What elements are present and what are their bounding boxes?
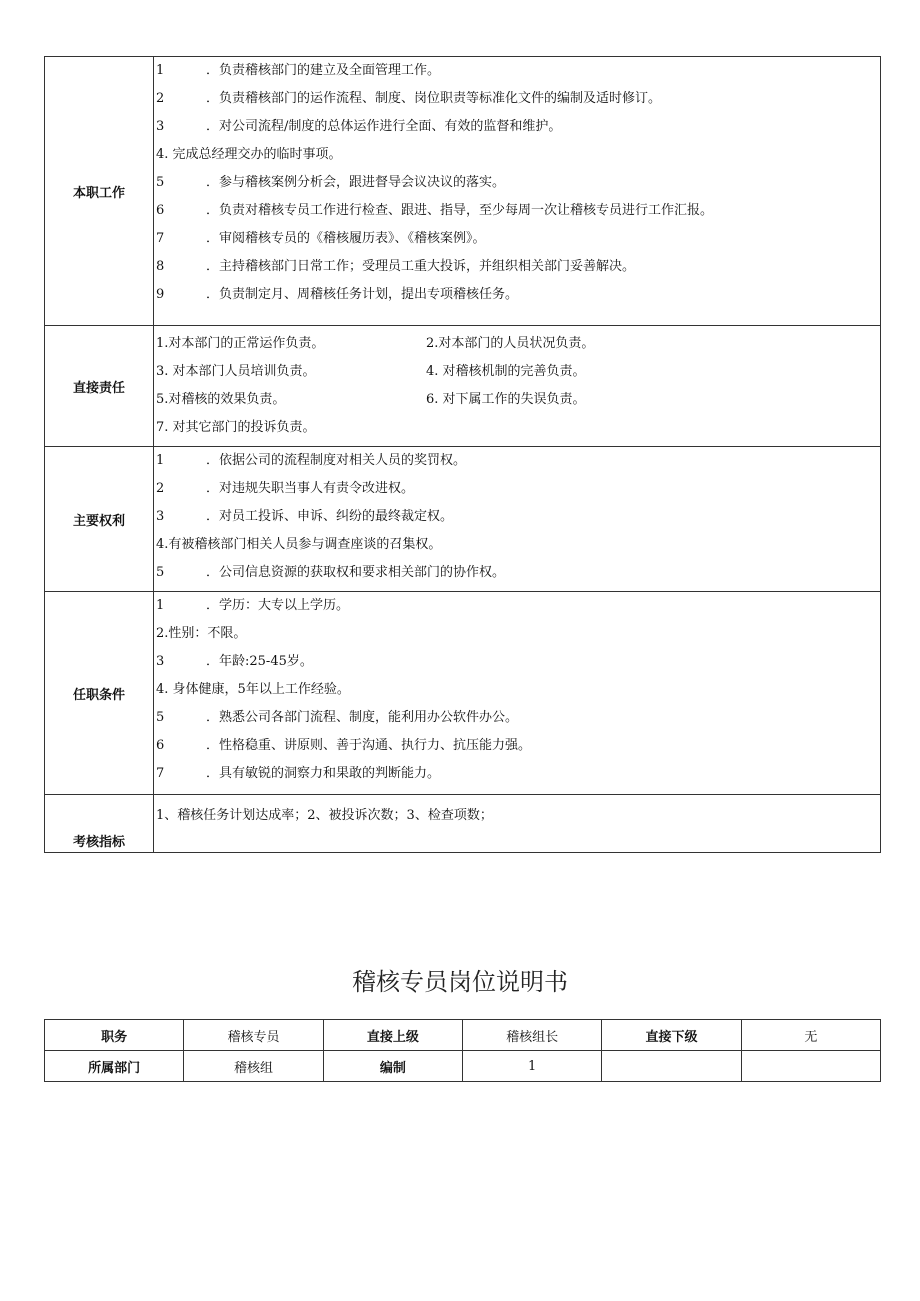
responsibilities-cell: [154, 326, 881, 447]
kpi-text: 1、稽核任务计划达成率；2、被投诉次数；3、检查项数；: [156, 807, 493, 823]
responsibility-pair: 5.对稽核的效果负责。 6. 对下属工作的失误负责。: [156, 392, 586, 407]
right-item: 2 ．对违规失职当事人有责令改进权。: [156, 481, 415, 496]
qualifications-row: [45, 592, 881, 795]
responsibilities-label: 直接责任: [45, 326, 154, 447]
right-item: 4.有被稽核部门相关人员参与调查座谈的召集权。: [156, 537, 442, 552]
responsibility-pair: 3. 对本部门人员培训负责。 4. 对稽核机制的完善负责。: [156, 364, 586, 379]
duty-item: 3 ．对公司流程/制度的总体运作进行全面、有效的监督和维护。: [156, 119, 562, 134]
kpi-cell: [154, 795, 881, 853]
duty-item: 6 ．负责对稽核专员工作进行检查、跟进、指导，至少每周一次让稽核专员进行工作汇报。: [156, 203, 714, 218]
subordinate-value: 无: [741, 1020, 880, 1051]
duty-item: 5 ．参与稽核案例分析会，跟进督导会议决议的落实。: [156, 175, 506, 190]
duty-item: 7 ．审阅稽核专员的《稽核履历表》、《稽核案例》。: [156, 231, 486, 246]
job-description-table: [44, 56, 881, 853]
document-title: 稽核专员岗位说明书: [352, 968, 568, 996]
duties-label: 本职工作: [45, 57, 154, 326]
duty-item: 4. 完成总经理交办的临时事项。: [156, 147, 342, 162]
qualification-item: 6 ．性格稳重、讲原则、善于沟通、执行力、抗压能力强。: [156, 738, 532, 753]
position-label: 职务: [45, 1020, 184, 1051]
duty-item: 8 ．主持稽核部门日常工作；受理员工重大投诉，并组织相关部门妥善解决。: [156, 259, 636, 274]
duty-item: 2 ．负责稽核部门的运作流程、制度、岗位职责等标准化文件的编制及适时修订。: [156, 91, 662, 106]
duty-item: 9 ．负责制定月、周稽核任务计划，提出专项稽核任务。: [156, 287, 519, 302]
qualification-item: 4. 身体健康，5年以上工作经验。: [156, 682, 350, 697]
info-row: [45, 1020, 881, 1051]
rights-row: [45, 447, 881, 592]
qualifications-cell: [154, 592, 881, 795]
duties-cell: [154, 57, 881, 326]
qualification-item: 1 ．学历：大专以上学历。: [156, 598, 350, 613]
qualification-item: 5 ．熟悉公司各部门流程、制度，能利用办公软件办公。: [156, 710, 519, 725]
right-item: 1 ．依据公司的流程制度对相关人员的奖罚权。: [156, 453, 467, 468]
qualifications-label: 任职条件: [45, 592, 154, 795]
headcount-label: 编制: [323, 1051, 462, 1082]
info-row: [45, 1051, 881, 1082]
position-value: 稽核专员: [184, 1020, 323, 1051]
responsibility-pair: 7. 对其它部门的投诉负责。: [156, 420, 316, 435]
duties-row: [45, 57, 881, 326]
headcount-value: 1: [462, 1051, 601, 1082]
responsibility-pair: 1.对本部门的正常运作负责。 2.对本部门的人员状况负责。: [156, 336, 595, 351]
empty-cell: [602, 1051, 741, 1082]
right-item: 3 ．对员工投诉、申诉、纠纷的最终裁定权。: [156, 509, 454, 524]
kpi-label: 考核指标: [45, 795, 154, 853]
right-item: 5 ．公司信息资源的获取权和要求相关部门的协作权。: [156, 565, 506, 580]
duty-item: 1 ．负责稽核部门的建立及全面管理工作。: [156, 63, 441, 78]
rights-cell: [154, 447, 881, 592]
rights-label: 主要权利: [45, 447, 154, 592]
responsibilities-row: [45, 326, 881, 447]
empty-cell: [741, 1051, 880, 1082]
qualification-item: 7 ．具有敏锐的洞察力和果敢的判断能力。: [156, 766, 441, 781]
qualification-item: 2.性别：不限。: [156, 626, 247, 641]
superior-value: 稽核组长: [462, 1020, 601, 1051]
department-value: 稽核组: [184, 1051, 323, 1082]
qualification-item: 3 ．年龄:25-45岁。: [156, 654, 313, 669]
kpi-row: [45, 795, 881, 853]
subordinate-label: 直接下级: [602, 1020, 741, 1051]
position-info-table: [44, 1019, 881, 1082]
superior-label: 直接上级: [323, 1020, 462, 1051]
department-label: 所属部门: [45, 1051, 184, 1082]
